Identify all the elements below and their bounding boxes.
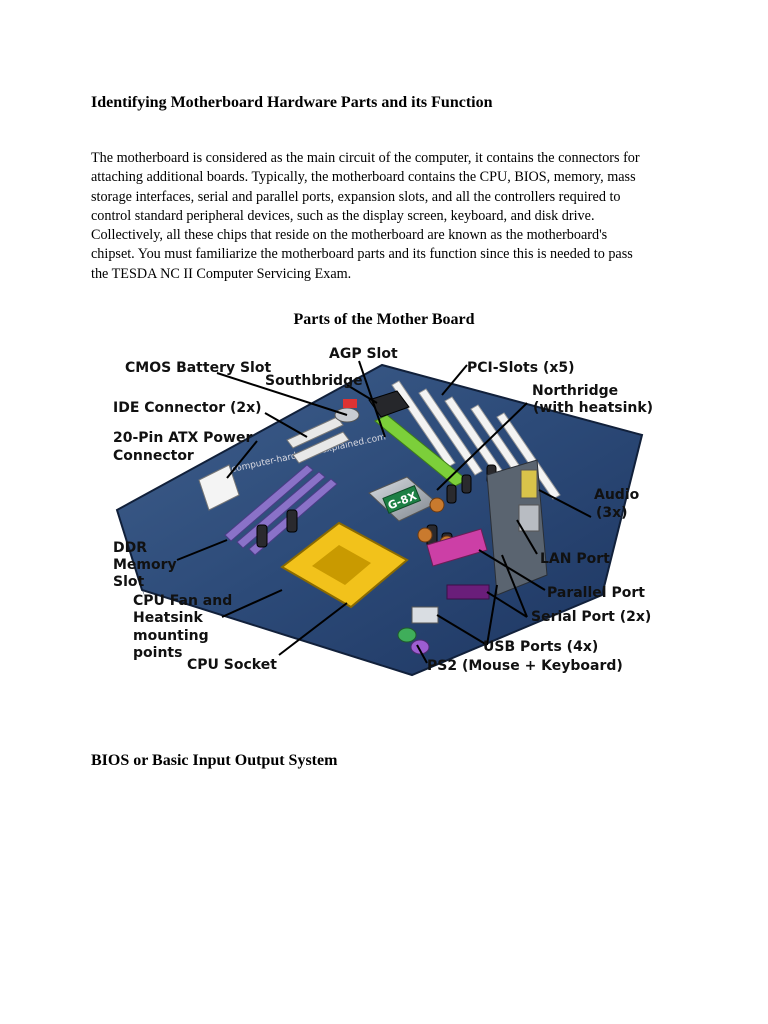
paragraph-line: attaching additional boards. Typically, the motherboard contains the CPU, BIOS, memory, mass (91, 169, 636, 186)
label-atx-power-connector: Connector (113, 448, 194, 464)
figure-title: Parts of the Mother Board (293, 311, 475, 328)
label-southbridge: Southbridge (265, 373, 363, 389)
label-pci-slots: PCI-Slots (x5) (467, 360, 575, 376)
red-jumper (343, 399, 357, 408)
page-heading: Identifying Motherboard Hardware Parts and its Function (91, 94, 493, 111)
label-cpu-socket: CPU Socket (187, 657, 277, 673)
label-ddr: DDR (113, 540, 148, 556)
label-agp-slot: AGP Slot (329, 346, 398, 362)
label-atx-power: 20-Pin ATX Power (113, 430, 253, 446)
paragraph-line: The motherboard is considered as the main circuit of the computer, it contains the connectors for (91, 150, 640, 166)
section-heading: BIOS or Basic Input Output System (91, 752, 338, 769)
audio-jacks (521, 470, 537, 498)
label-ddr-memory: Memory (113, 557, 177, 573)
label-points: points (133, 645, 183, 661)
paragraph-line: control standard peripheral devices, such as the display screen, keyboard, and disk drive. (91, 207, 595, 224)
label-audio-count: (3x) (596, 505, 628, 521)
label-cpu-fan: CPU Fan and (133, 593, 233, 609)
label-northridge: Northridge (532, 383, 619, 399)
label-northridge-heatsink: (with heatsink) (533, 400, 654, 416)
chip-marking: G-8X (386, 489, 419, 513)
usb-ports (412, 607, 438, 623)
label-heatsink: Heatsink (133, 610, 203, 626)
label-serial-port: Serial Port (2x) (531, 609, 652, 625)
paragraph-line: the TESDA NC II Computer Servicing Exam. (91, 265, 352, 282)
label-ddr-slot: Slot (113, 574, 145, 590)
label-ide-connector: IDE Connector (2x) (113, 400, 262, 416)
intro-paragraph (91, 149, 691, 284)
label-cmos-battery-slot: CMOS Battery Slot (125, 360, 272, 376)
label-lan-port: LAN Port (540, 551, 610, 567)
serial-port (447, 585, 489, 599)
motherboard-illustration (107, 345, 657, 685)
motherboard-figure (107, 345, 657, 685)
label-ps2: PS2 (Mouse + Keyboard) (427, 658, 623, 674)
paragraph-line: chipset. You must familiarize the motherboard parts and its function since this is needed to pass (91, 246, 633, 263)
label-audio: Audio (594, 487, 640, 503)
label-usb-ports: USB Ports (4x) (483, 639, 599, 655)
label-parallel-port: Parallel Port (547, 585, 645, 601)
paragraph-line: storage interfaces, serial and parallel ports, expansion slots, and all the controllers required to (91, 188, 621, 205)
ps2-port-mouse (398, 628, 416, 642)
label-mounting: mounting (133, 628, 209, 644)
paragraph-line: Collectively, all these chips that reside on the motherboard are known as the motherboard's (91, 227, 608, 244)
